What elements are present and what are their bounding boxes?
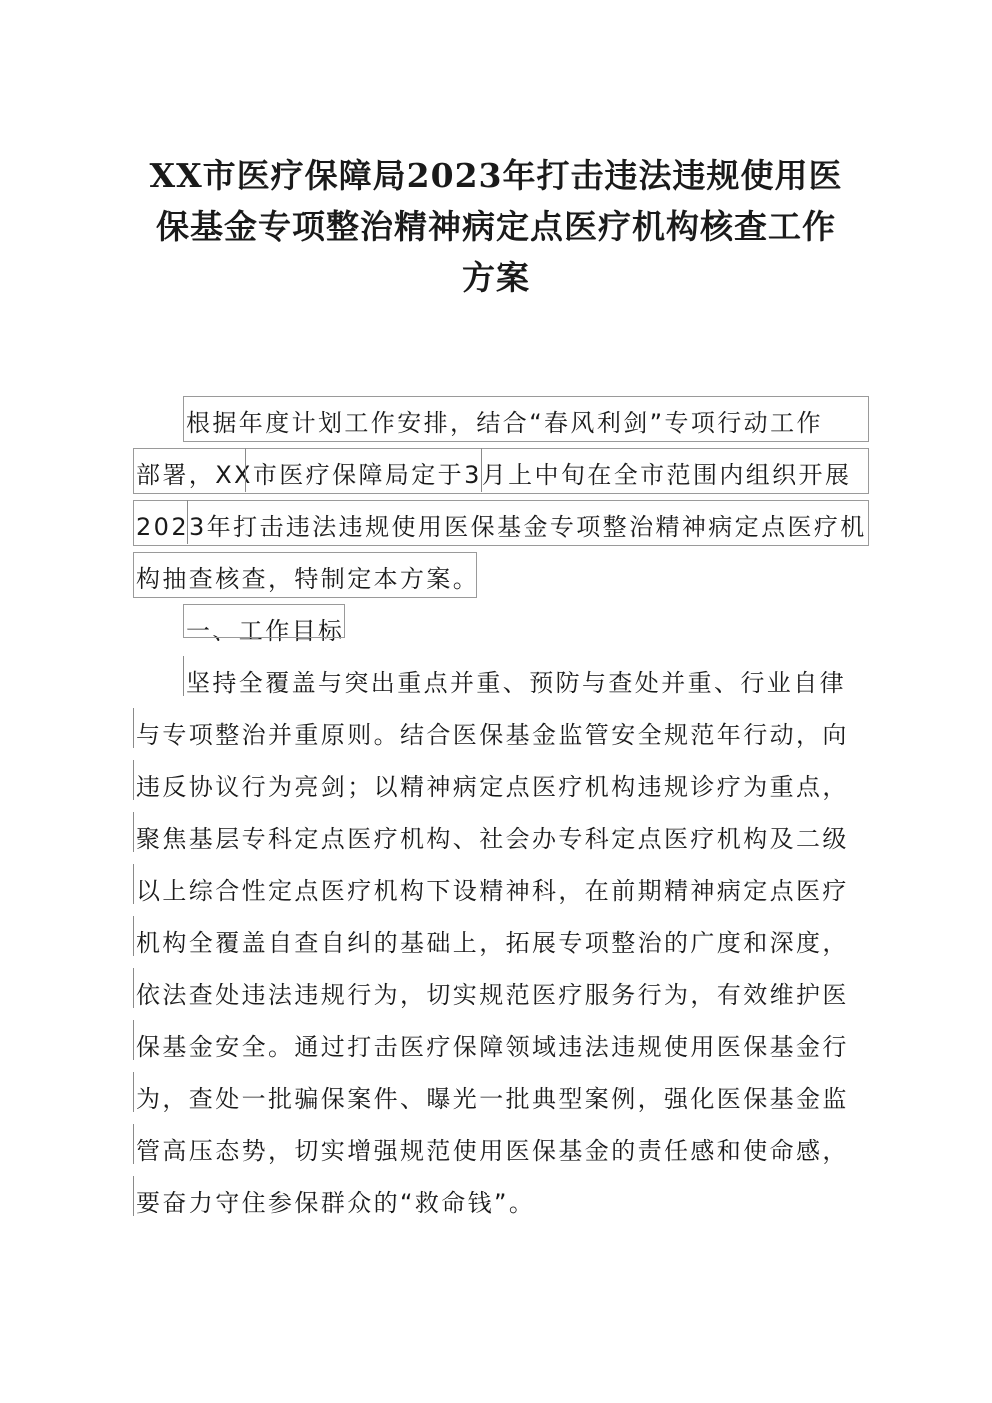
document-title <box>120 150 872 303</box>
revision-mark <box>245 448 246 492</box>
revision-mark <box>133 812 134 852</box>
section1-paragraph <box>133 648 871 1220</box>
section1-line <box>133 1064 871 1116</box>
intro-line <box>133 544 871 596</box>
section1-line-text: 管高压态势，切实增强规范使用医保基金的责任感和使命感， <box>136 1137 849 1165</box>
revision-mark <box>133 708 134 748</box>
intro-line-text: 2023年打击违法违规使用医保基金专项整治精神病定点医疗机 <box>136 513 867 541</box>
section-heading-text: 一、工作目标 <box>186 617 345 645</box>
revision-mark <box>133 1072 134 1112</box>
intro-line-text: 部署，XX市医疗保障局定于3月上中旬在全市范围内组织开展 <box>136 461 852 489</box>
section1-line-text: 机构全覆盖自查自纠的基础上，拓展专项整治的广度和深度， <box>136 929 849 957</box>
section1-line-text: 要奋力守住参保群众的“救命钱”。 <box>136 1189 536 1217</box>
section1-line <box>133 1012 871 1064</box>
section1-line <box>133 908 871 960</box>
revision-mark <box>481 448 482 492</box>
intro-paragraph <box>133 388 871 596</box>
revision-mark <box>183 656 184 696</box>
section1-line <box>133 700 871 752</box>
title-line-3: 方案 <box>462 258 530 297</box>
revision-mark <box>133 968 134 1008</box>
section1-line <box>133 648 871 700</box>
intro-line-text: 构抽查核查，特制定本方案。 <box>136 565 480 593</box>
intro-line <box>133 440 871 492</box>
section1-line <box>133 1168 871 1220</box>
revision-mark <box>133 916 134 956</box>
section1-line-text: 聚焦基层专科定点医疗机构、社会办专科定点医疗机构及二级 <box>136 825 849 853</box>
revision-mark <box>133 864 134 904</box>
revision-mark <box>133 760 134 800</box>
intro-line <box>133 388 871 440</box>
section1-line <box>133 804 871 856</box>
title-line-1: XX市医疗保障局2023年打击违法违规使用医 <box>149 156 843 195</box>
intro-line <box>133 492 871 544</box>
section1-line-text: 为，查处一批骗保案件、曝光一批典型案例，强化医保基金监 <box>136 1085 849 1113</box>
section1-line-text: 依法查处违法违规行为，切实规范医疗服务行为，有效维护医 <box>136 981 849 1009</box>
title-line-2: 保基金专项整治精神病定点医疗机构核查工作 <box>156 207 836 246</box>
revision-mark <box>133 1176 134 1216</box>
section-heading-block <box>133 596 871 648</box>
section1-line-text: 与专项整治并重原则。结合医保基金监管安全规范年行动，向 <box>136 721 849 749</box>
section1-line <box>133 960 871 1012</box>
revision-mark <box>133 1124 134 1164</box>
section1-line-text: 以上综合性定点医疗机构下设精神科，在前期精神病定点医疗 <box>136 877 849 905</box>
section1-line <box>133 856 871 908</box>
revision-mark <box>133 1020 134 1060</box>
intro-line-text: 根据年度计划工作安排，结合“春风利剑”专项行动工作 <box>186 409 823 437</box>
section1-line-text: 坚持全覆盖与突出重点并重、预防与查处并重、行业自律 <box>186 669 846 697</box>
section1-line-text: 违反协议行为亮剑；以精神病定点医疗机构违规诊疗为重点， <box>136 773 849 801</box>
revision-mark <box>187 500 188 544</box>
section-heading <box>133 596 871 648</box>
section1-line <box>133 752 871 804</box>
section1-line-text: 保基金安全。通过打击医疗保障领域违法违规使用医保基金行 <box>136 1033 849 1061</box>
section1-line <box>133 1116 871 1168</box>
